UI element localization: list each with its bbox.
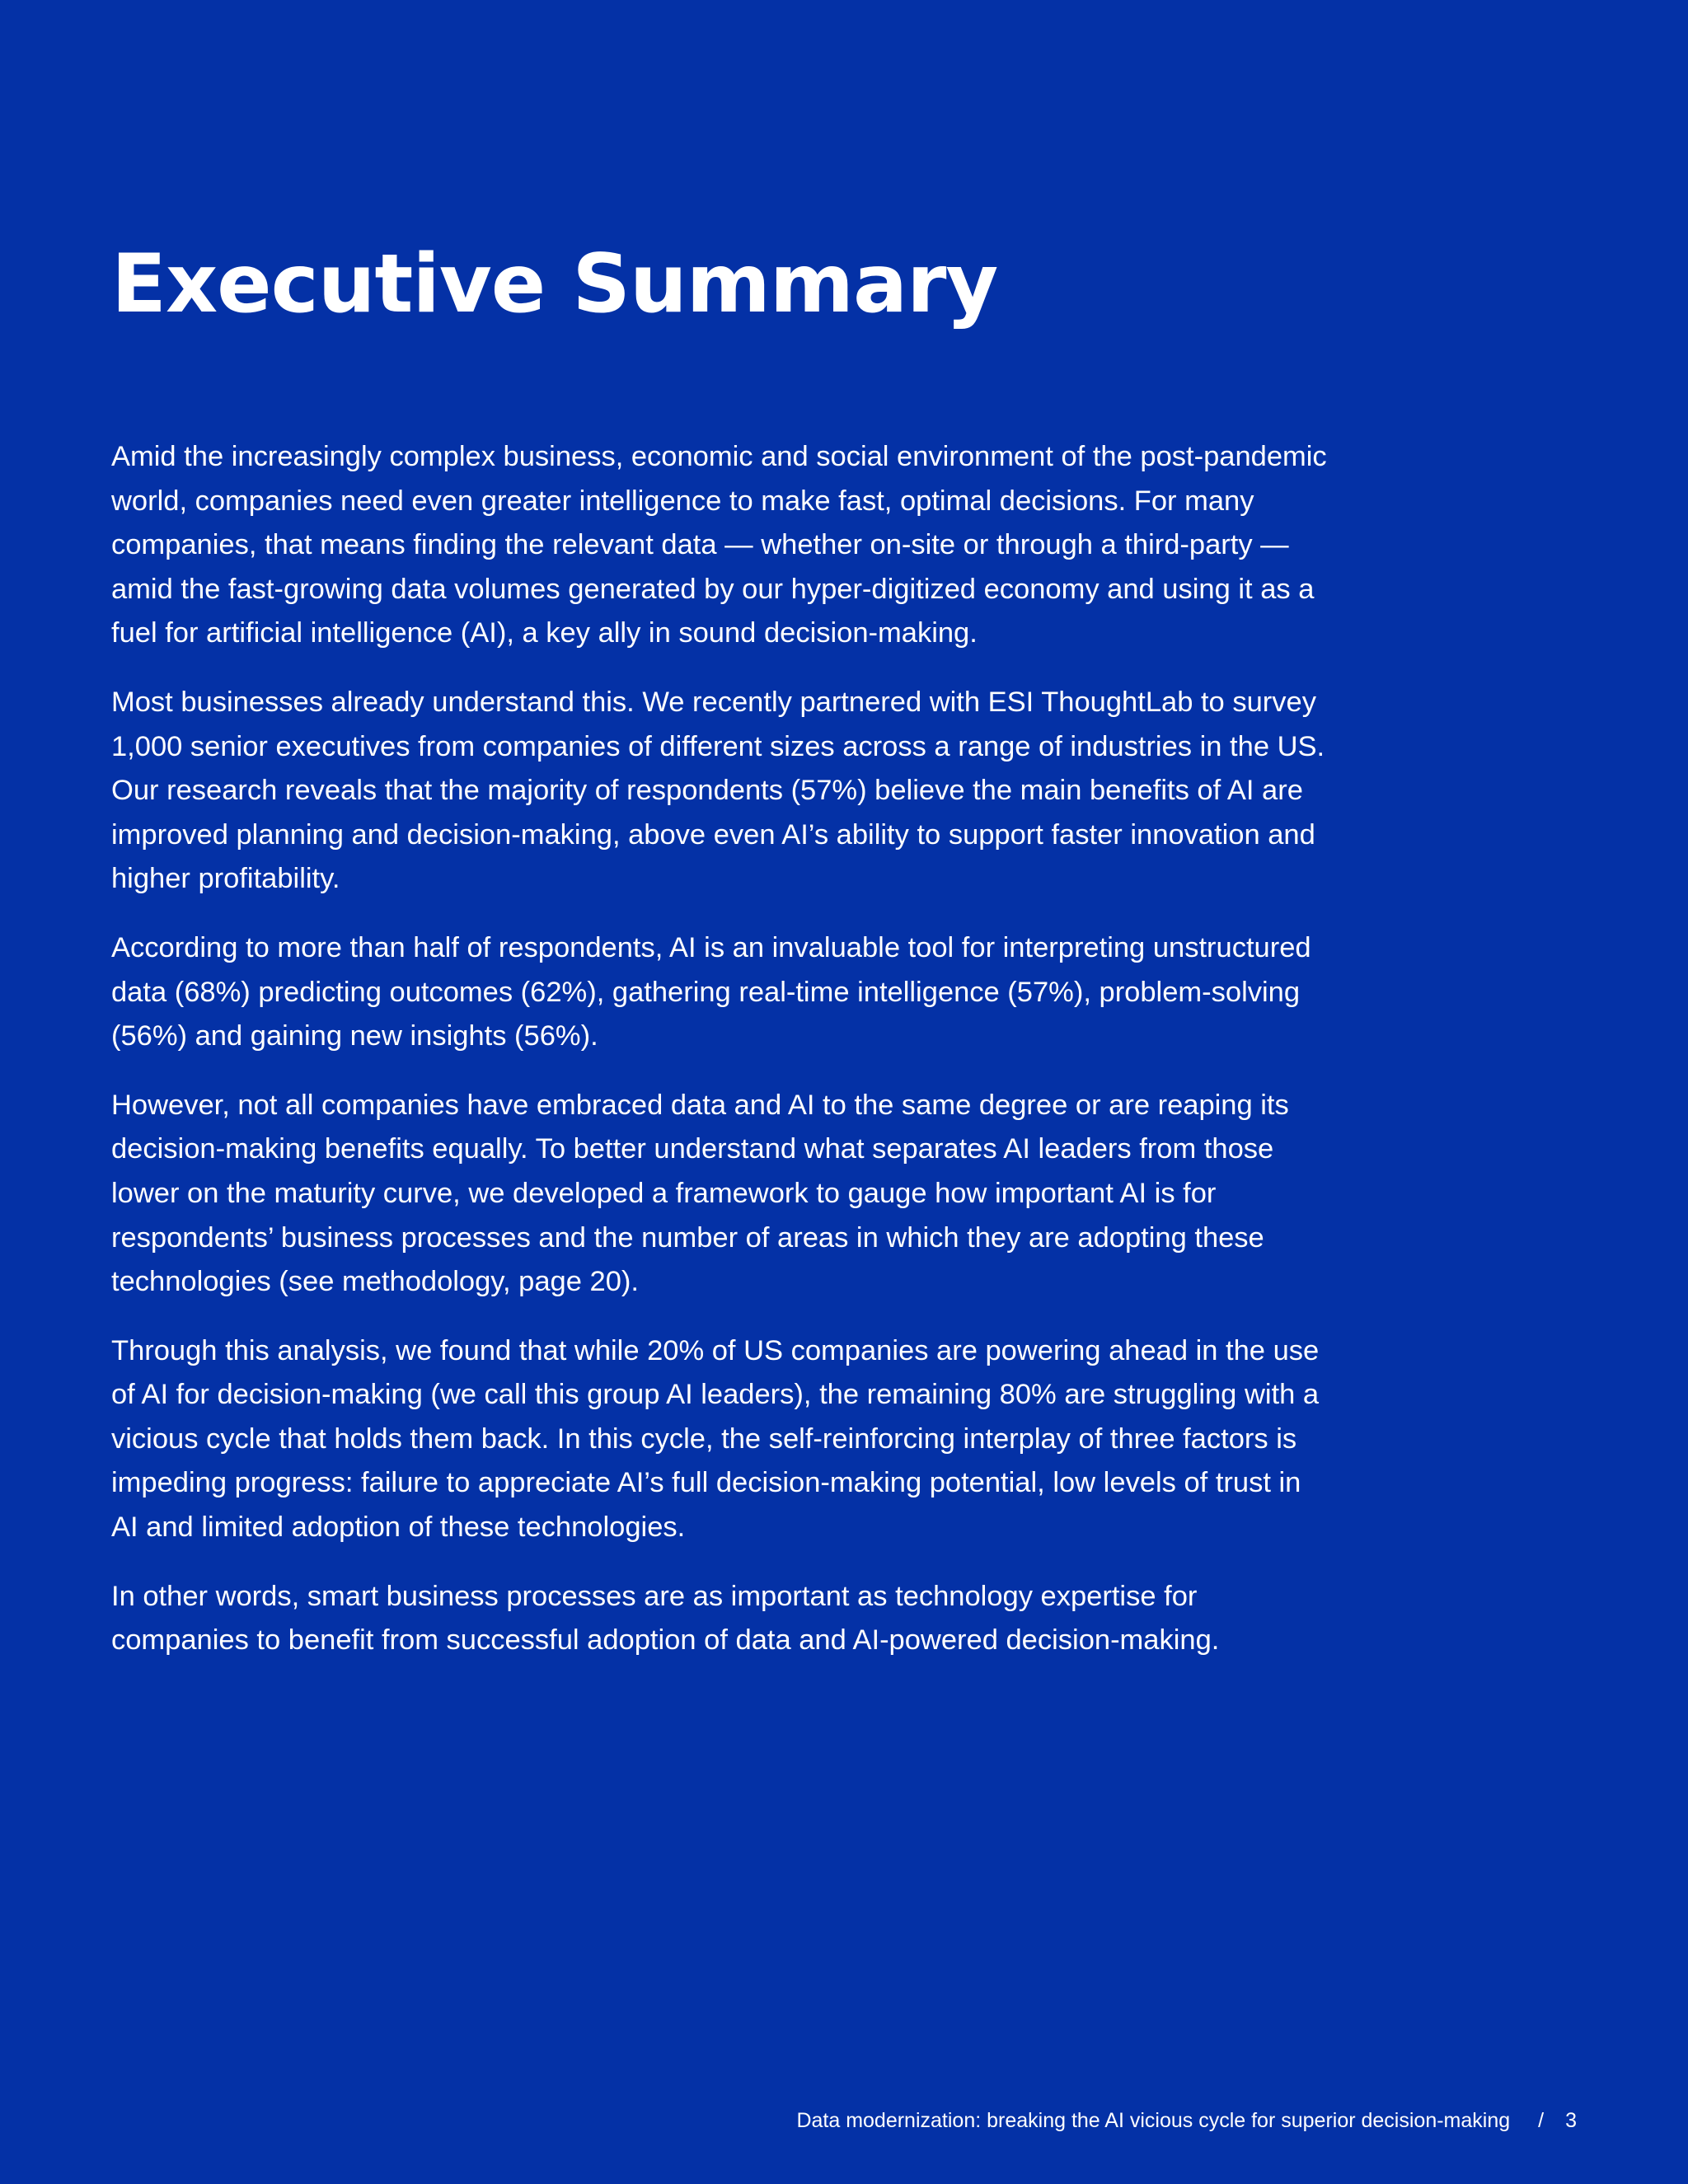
body-text xyxy=(111,435,1331,1688)
paragraph: Through this analysis, we found that while 20% of US companies are powering ahead in the use of AI for decision-making (we call this group AI leaders), the remaining 80% are struggling with a vicious cycle that holds them back. In this cycle, the self-reinforcing interplay of three factors is impeding progress: failure to appreciate AI’s full decision-making potential, low levels of trust in AI and limited adoption of these technologies. xyxy=(111,1334,1320,1544)
footer-document-title: Data modernization: breaking the AI vicious cycle for superior decision-making xyxy=(796,2109,1511,2132)
page-title: Executive Summary xyxy=(111,237,998,331)
paragraph: Amid the increasingly complex business, economic and social environment of the post-pandemic world, companies need even greater intelligence to make fast, optimal decisions. For many companies, that means finding the relevant data — whether on-site or through a third-party — amid the fast-growing data volumes generated by our hyper-digitized economy and using it as a fuel for artificial intelligence (AI), a key ally in sound decision-making. xyxy=(111,441,1327,649)
page-footer xyxy=(796,2104,1577,2137)
page-number: 3 xyxy=(1565,2109,1577,2132)
footer-separator: / xyxy=(1538,2109,1545,2132)
paragraph: In other words, smart business processes are as important as technology expertise for companies to benefit from successful adoption of data and AI-powered decision-making. xyxy=(111,1580,1220,1657)
paragraph: Most businesses already understand this. We recently partnered with ESI ThoughtLab to survey 1,000 senior executives from companies of different sizes across a range of industries in the US. Our research reveals that the majority of respondents (57%) believe the main benefits of AI are improved planning and decision-making, above even AI’s ability to support faster innovation and higher profitability. xyxy=(111,686,1325,895)
paragraph: However, not all companies have embraced data and AI to the same degree or are reaping its decision-making benefits equally. To better understand what separates AI leaders from those lower on the maturity curve, we developed a framework to gauge how important AI is for respondents’ business processes and the number of areas in which they are adopting these technologies (see methodology, page 20). xyxy=(111,1089,1289,1298)
paragraph: According to more than half of respondents, AI is an invaluable tool for interpreting unstructured data (68%) predicting outcomes (62%), gathering real-time intelligence (57%), problem-solving (56%) and gaining new insights (56%). xyxy=(111,931,1311,1052)
